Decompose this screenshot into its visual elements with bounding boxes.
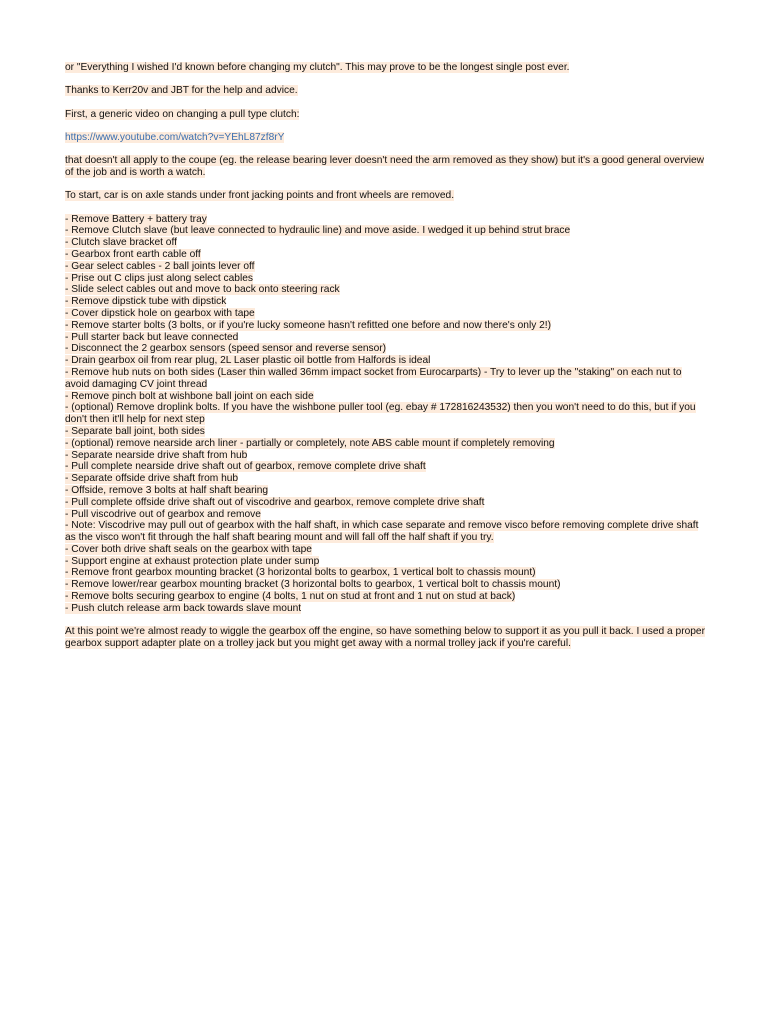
step-text: - (optional) Remove droplink bolts. If you have the wishbone puller tool (eg. ebay # 172816243532) then you won't need to do this, but if you don't then it'll help for next step [65,402,696,426]
step-text: - Clutch slave bracket off [65,237,177,249]
step-text: - Pull complete nearside drive shaft out of gearbox, remove complete drive shaft [65,461,426,473]
step-item [65,214,705,226]
video-intro-text: First, a generic video on changing a pull type clutch: [65,108,300,120]
step-item [65,485,705,497]
step-item [65,296,705,308]
step-text: - Pull starter back but leave connected [65,331,239,343]
start-note-text: To start, car is on axle stands under front jacking points and front wheels are removed. [65,190,455,202]
step-item [65,284,705,296]
step-item [65,450,705,462]
step-text: - Pull viscodrive out of gearbox and remove [65,508,261,520]
step-item [65,320,705,332]
intro-text: or "Everything I wished I'd known before changing my clutch". This may prove to be the longest single post ever. [65,62,570,73]
step-text: - Separate nearside drive shaft from hub [65,449,248,461]
start-note-paragraph [65,190,705,202]
closing-text: At this point we're almost ready to wiggle the gearbox off the engine, so have something below to support it as you pull it back. I used a proper gearbox support adapter plate on a trolley jack but you might get away with a normal trolley jack if you're careful. [65,626,705,649]
step-item [65,225,705,237]
step-item [65,273,705,285]
step-item [65,603,705,615]
step-text: - Remove starter bolts (3 bolts, or if you're lucky someone hasn't refitted one before and now there's only 2!) [65,319,552,331]
document-page [65,62,705,661]
step-text: - Gearbox front earth cable off [65,248,201,260]
step-item [65,332,705,344]
step-item [65,497,705,509]
step-text: - Drain gearbox oil from rear plug, 2L Laser plastic oil bottle from Halfords is ideal [65,355,431,367]
step-item [65,355,705,367]
step-item [65,544,705,556]
video-link-paragraph [65,132,705,144]
step-text: - Disconnect the 2 gearbox sensors (speed sensor and reverse sensor) [65,343,387,355]
thanks-text: Thanks to Kerr20v and JBT for the help and advice. [65,85,298,97]
step-text: - Separate ball joint, both sides [65,425,205,437]
step-text: - Push clutch release arm back towards slave mount [65,602,302,614]
step-item [65,391,705,403]
step-item [65,556,705,568]
step-item [65,579,705,591]
step-item [65,249,705,261]
step-item [65,426,705,438]
step-item [65,261,705,273]
step-item [65,438,705,450]
step-text: - Remove lower/rear gearbox mounting bracket (3 horizontal bolts to gearbox, 1 vertical bolt to chassis mount) [65,579,561,591]
step-text: - Separate offside drive shaft from hub [65,473,239,485]
steps-list [65,214,705,615]
step-text: - Note: Viscodrive may pull out of gearbox with the half shaft, in which case separate and remove visco before removing complete drive shaft as the visco won't fit through the half shaft bearing mount and will fall off the half shaft if you try. [65,520,699,544]
step-text: - Remove Battery + battery tray [65,213,207,225]
step-text: - Prise out C clips just along select cables [65,272,253,284]
video-note-paragraph [65,155,705,179]
step-item [65,509,705,521]
step-item [65,567,705,579]
step-item [65,402,705,426]
step-text: - Cover both drive shaft seals on the gearbox with tape [65,543,312,555]
intro-paragraph [65,62,705,74]
step-text: - Remove hub nuts on both sides (Laser thin walled 36mm impact socket from Eurocarparts) - Try to lever up the "staking" on each nut to avoid damaging CV joint thread [65,366,682,390]
thanks-paragraph [65,85,705,97]
step-item [65,520,705,544]
step-text: - Remove front gearbox mounting bracket (3 horizontal bolts to gearbox, 1 vertical bolt to chassis mount) [65,567,536,579]
video-intro-paragraph [65,109,705,121]
step-item [65,473,705,485]
step-text: - (optional) remove nearside arch liner - partially or completely, note ABS cable mount if completely removing [65,437,555,449]
step-item [65,237,705,249]
step-item [65,367,705,391]
step-text: - Remove bolts securing gearbox to engine (4 bolts, 1 nut on stud at front and 1 nut on stud at back) [65,591,516,603]
step-text: - Gear select cables - 2 ball joints lever off [65,260,255,272]
closing-paragraph [65,626,705,650]
step-text: - Cover dipstick hole on gearbox with tape [65,307,255,319]
step-text: - Remove pinch bolt at wishbone ball joint on each side [65,390,314,402]
step-item [65,308,705,320]
video-link[interactable]: https://www.youtube.com/watch?v=YEhL87zf8rY [65,131,285,143]
step-item [65,461,705,473]
step-text: - Pull complete offside drive shaft out of viscodrive and gearbox, remove complete drive shaft [65,496,485,508]
step-text: - Support engine at exhaust protection plate under sump [65,555,320,567]
video-note-text: that doesn't all apply to the coupe (eg. the release bearing lever doesn't need the arm removed as they show) but it's a good general overview of the job and is worth a watch. [65,155,704,178]
step-item [65,591,705,603]
step-text: - Offside, remove 3 bolts at half shaft bearing [65,484,269,496]
step-text: - Slide select cables out and move to back onto steering rack [65,284,340,296]
step-item [65,343,705,355]
step-text: - Remove Clutch slave (but leave connected to hydraulic line) and move aside. I wedged it up behind strut brace [65,225,571,237]
step-text: - Remove dipstick tube with dipstick [65,296,227,308]
